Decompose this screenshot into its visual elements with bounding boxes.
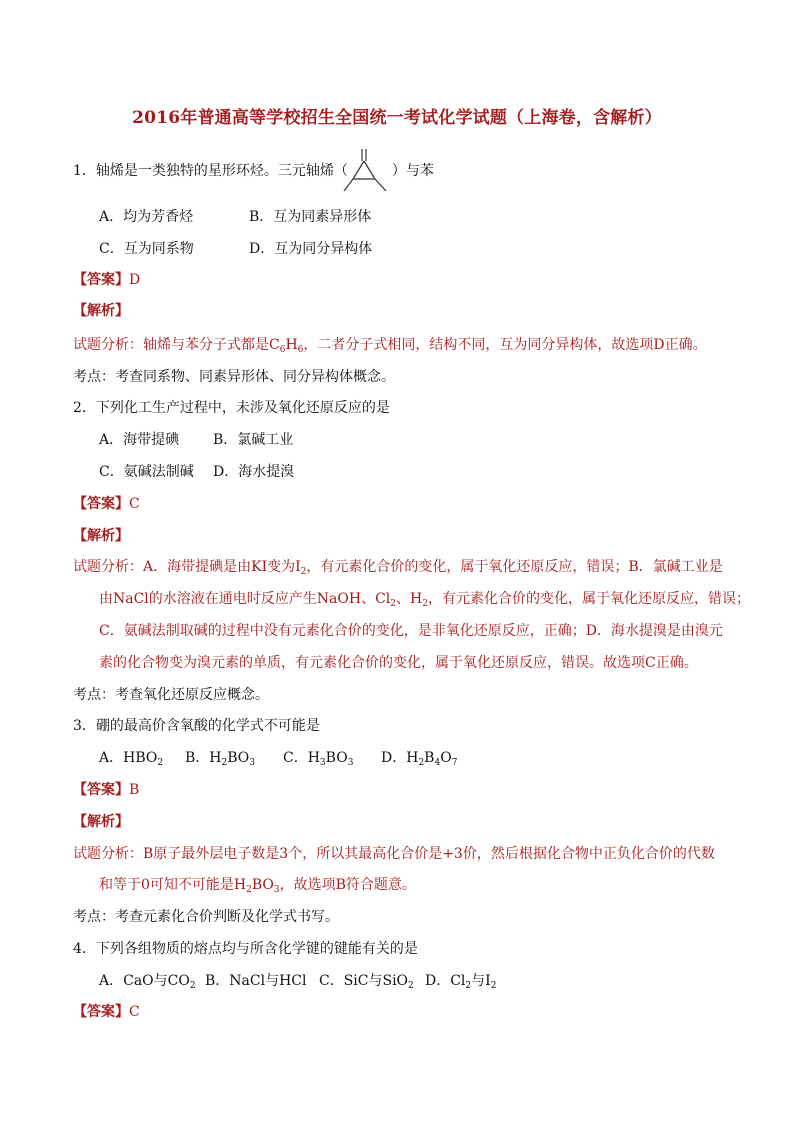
question-1-options-row-2 <box>99 240 372 258</box>
triaxial-ene-structure-image <box>343 145 387 195</box>
question-2-options-row-1 <box>99 431 293 449</box>
option-a: A．$HBO_2$ <box>99 750 164 768</box>
question-3-kaodian: 考点：考查元素化合价判断及化学式书写。 <box>73 909 339 925</box>
question-3-analysis-line-2: 和等于0可知不可能是$H_2BO_3$，故选项B符合题意。 <box>99 877 416 895</box>
question-2-options-row-2 <box>99 463 294 481</box>
question-3-analysis-tag: 【解析】 <box>73 814 129 830</box>
option-d: D．互为同分异构体 <box>249 241 373 257</box>
question-2-answer: 【答案】C <box>73 496 140 512</box>
option-d: D．$Cl_2$与$I_2$ <box>425 973 497 991</box>
question-2-analysis-tag: 【解析】 <box>73 528 129 544</box>
page-title: 2016年普通高等学校招生全国统一考试化学试题（上海卷，含解析） <box>132 108 662 128</box>
question-1-options-row-1 <box>99 208 371 226</box>
question-1-analysis-tag: 【解析】 <box>73 303 129 319</box>
option-c: C．SiC与SiO$_2$ <box>319 973 414 991</box>
option-b: B．互为同素异形体 <box>249 209 372 225</box>
option-b: B．$H_2BO_3$ <box>185 750 255 768</box>
option-a: A．CaO与$CO_2$ <box>99 973 196 991</box>
question-1-analysis: 试题分析：轴烯与苯分子式都是$C_6H_6$，二者分子式相同，结构不同，互为同分异构体，故选项D正确。 <box>73 337 707 355</box>
option-a: A．海带提碘 <box>99 432 180 448</box>
question-4-stem: 4．下列各组物质的熔点均与所含化学键的键能有关的是 <box>73 941 418 957</box>
question-3-options-row <box>99 749 457 767</box>
question-2-analysis-line-2: 由NaCl的水溶液在通电时反应产生NaOH、$Cl_2$、$H_2$，有元素化合价的变化，属于氧化还原反应，错误； <box>99 591 750 609</box>
option-c: C．氨碱法制碱 <box>99 464 194 480</box>
question-2-analysis-line-3: C．氨碱法制取碱的过程中没有元素化合价的变化，是非氧化还原反应，正确；D．海水提溴是由溴元 <box>99 623 723 639</box>
question-3-analysis-line-1: 试题分析：B原子最外层电子数是3个，所以其最高化合价是+3价，然后根据化合物中正负化合价的代数 <box>73 846 715 862</box>
option-c: C．互为同系物 <box>99 241 194 257</box>
question-3-answer: 【答案】B <box>73 782 140 798</box>
question-2-analysis-line-1: 试题分析：A．海带提碘是由KI变为$I_2$，有元素化合价的变化，属于氧化还原反应，错误；B．氯碱工业是 <box>73 559 723 577</box>
question-3-stem: 3．硼的最高价含氧酸的化学式不可能是 <box>73 718 320 734</box>
option-d: D．海水提溴 <box>213 464 295 480</box>
question-2-analysis-line-4: 素的化合物变为溴元素的单质，有元素化合价的变化，属于氧化还原反应，错误。故选项C正确。 <box>99 655 698 671</box>
option-d: D．$H_2B_4O_7$ <box>381 750 458 768</box>
option-a: A．均为芳香烃 <box>99 209 194 225</box>
question-1-kaodian: 考点：考查同系物、同素异形体、同分异构体概念。 <box>73 369 395 385</box>
option-b: B．氯碱工业 <box>213 432 294 448</box>
question-4-answer: 【答案】C <box>73 1004 140 1020</box>
question-2-kaodian: 考点：考查氧化还原反应概念。 <box>73 687 269 703</box>
question-2-stem: 2．下列化工生产过程中，未涉及氧化还原反应的是 <box>73 400 390 416</box>
option-c: C．$H_3BO_3$ <box>283 750 354 768</box>
question-1-answer: 【答案】D <box>73 272 141 288</box>
option-b: B．NaCl与HCl <box>205 973 307 989</box>
question-1-stem: 1．轴烯是一类独特的星形环烃。三元轴烯（ ）与苯 <box>73 163 434 179</box>
question-4-options-row <box>99 972 496 990</box>
